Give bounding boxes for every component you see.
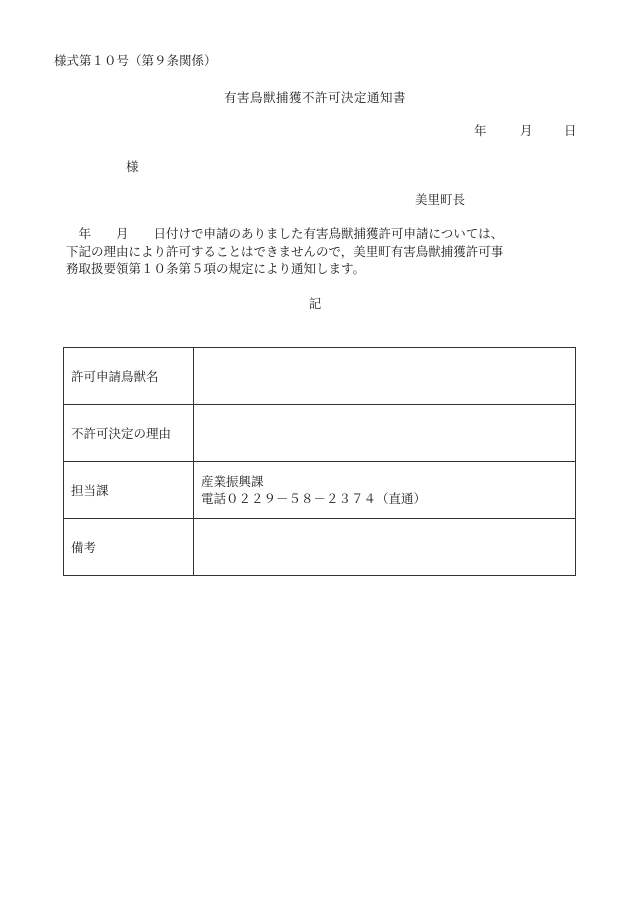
row-label-department: 担当課	[64, 462, 194, 519]
sender-name: 美里町長	[415, 192, 466, 207]
date-day-label: 日	[564, 123, 577, 138]
document-title: 有害鳥獣捕獲不許可決定通知書	[223, 90, 406, 105]
table-row	[64, 405, 576, 462]
body-line-1: 年 月 日付けで申請のありました有害鳥獣捕獲許可申請については、	[66, 226, 504, 241]
table-row	[64, 519, 576, 576]
info-table	[63, 347, 576, 576]
row-value-remarks	[194, 519, 576, 576]
body-text	[66, 225, 582, 278]
row-value-reason	[194, 405, 576, 462]
body-line-3: 務取扱要領第１０条第５項の規定により通知します。	[66, 261, 366, 277]
row-label-reason: 不許可決定の理由	[64, 405, 194, 462]
row-label-remarks: 備考	[64, 519, 194, 576]
department-name: 産業振興課	[201, 474, 264, 489]
date-month-label: 月	[520, 123, 533, 138]
ki-heading: 記	[308, 296, 322, 311]
table-row	[64, 348, 576, 405]
department-phone: 電話０２２９－５８－２３７４（直通）	[201, 491, 427, 506]
addressee-suffix: 様	[126, 159, 139, 174]
row-value-department	[194, 462, 576, 519]
row-value-species	[194, 348, 576, 405]
table-row	[64, 462, 576, 519]
form-number: 様式第１０号（第９条関係）	[54, 53, 217, 68]
body-line-2: 下記の理由により許可することはできませんので，美里町有害鳥獣捕獲許可事	[66, 243, 504, 259]
row-label-species: 許可申請鳥獣名	[64, 348, 194, 405]
date-year-label: 年	[474, 123, 487, 138]
